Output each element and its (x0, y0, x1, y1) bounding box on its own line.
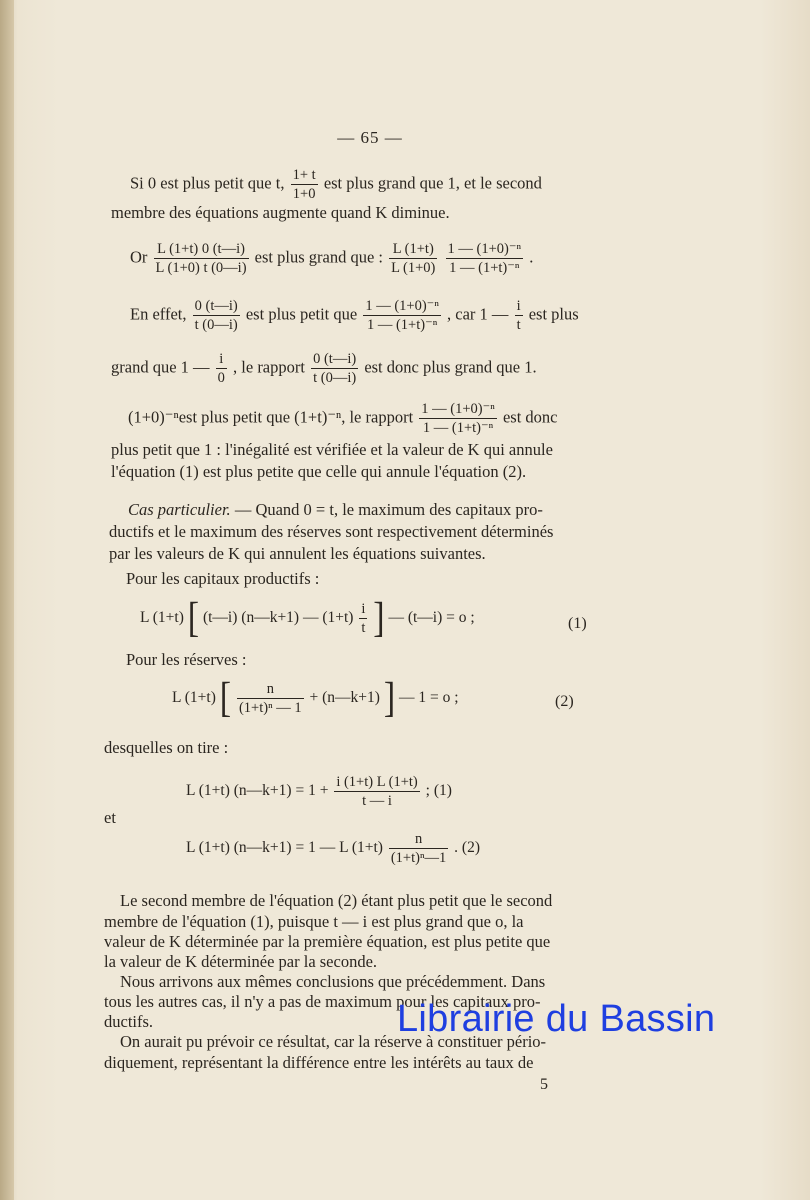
text-span: grand que 1 — (111, 357, 210, 377)
text-span: L (1+t) (n—k+1) = 1 + (186, 782, 329, 800)
fraction-denominator: 1 — (1+t)⁻ⁿ (422, 420, 494, 436)
paragraph-6-line-1 (128, 500, 543, 520)
fraction-denominator: 1+0 (292, 186, 316, 202)
fraction-denominator: L (1+0) t (0—i) (155, 260, 247, 276)
fraction-numerator: n (237, 680, 304, 699)
fraction (291, 166, 318, 203)
paragraph-10-line-3: valeur de K déterminée par la première équation, est plus petite que (104, 932, 551, 951)
text-span: est plus grand que : (254, 247, 383, 267)
watermark: Librairie du Bassin (397, 998, 716, 1040)
equation-3 (186, 773, 452, 810)
paragraph-9: desquelles on tire : (104, 738, 229, 757)
text-span: , car 1 — (447, 304, 509, 324)
page-number-top: — 65 — (337, 128, 403, 147)
paragraph-1-line-2: membre des équations augmente quand K diminue. (111, 203, 450, 222)
equation-1-label: (1) (568, 615, 587, 632)
paragraph-10-line-2: membre de l'équation (1), puisque t — i est plus grand que o, la (104, 912, 524, 931)
page-number-bottom: 5 (540, 1076, 548, 1093)
text-span: L (1+t) (172, 689, 216, 707)
text-span: est donc plus grand que 1. (364, 357, 537, 377)
fraction (311, 350, 358, 387)
fraction-denominator: t (361, 620, 366, 636)
fraction (334, 773, 419, 810)
fraction-numerator: i (1+t) L (1+t) (336, 774, 418, 790)
paragraph-11-line-2: tous les autres cas, il n'y a pas de maximum pour les capitaux pro- (104, 992, 541, 1011)
text-span: est plus grand que 1, et le second (323, 173, 542, 193)
left-bracket: [ (219, 674, 232, 721)
right-bracket: ] (383, 674, 396, 721)
fraction-denominator: 0 (217, 370, 225, 386)
paragraph-4-line-1 (111, 350, 537, 387)
fraction-denominator: L (1+0) (391, 260, 436, 276)
fraction-numerator: L (1+t) 0 (t—i) (154, 240, 249, 259)
fraction (446, 240, 524, 277)
fraction (515, 297, 523, 334)
text-span: ; (1) (425, 782, 452, 800)
fraction-numerator: n (389, 830, 448, 849)
paragraph-12-line-1: On aurait pu prévoir ce résultat, car la réserve à constituer pério- (120, 1032, 547, 1051)
paragraph-3-line-1 (130, 297, 579, 334)
paragraph-11-line-3: ductifs. (104, 1012, 154, 1031)
text-span: — (t—i) = o ; (388, 609, 475, 627)
fraction (193, 297, 240, 334)
paragraph-5-line-2: plus petit que 1 : l'inégalité est vérifiée et la valeur de K qui annule (111, 440, 553, 459)
text-span: Si 0 est plus petit que t, (130, 173, 285, 193)
text-span: Or (130, 247, 148, 267)
text-span: L (1+t) (n—k+1) = 1 — L (1+t) (186, 839, 383, 857)
fraction (154, 240, 249, 277)
fraction (419, 400, 497, 437)
equation-1 (140, 594, 475, 641)
fraction-numerator: i (216, 350, 227, 369)
fraction-denominator: t (0—i) (313, 370, 357, 386)
paragraph-6-line-3: par les valeurs de K qui annulent les équations suivantes. (109, 544, 486, 563)
fraction-numerator: 0 (t—i) (194, 298, 238, 314)
paragraph-12-line-2: diquement, représentant la différence entre les intérêts au taux de (104, 1053, 534, 1072)
fraction-numerator: 1 — (1+0)⁻ⁿ (447, 241, 522, 257)
text-span: est plus petit que (245, 304, 358, 324)
paragraph-7: Pour les capitaux productifs : (126, 569, 320, 588)
paragraph-5-line-3: l'équation (1) est plus petite que celle qui annule l'équation (2). (111, 462, 527, 481)
fraction (389, 240, 437, 277)
fraction-denominator: (1+t)ⁿ — 1 (238, 700, 302, 716)
text-span: . (2) (454, 839, 480, 857)
fraction-numerator: 0 (t—i) (313, 351, 357, 367)
fraction-numerator: 1+ t (292, 167, 316, 183)
equation-2 (172, 674, 459, 721)
paragraph-10-line-1: Le second membre de l'équation (2) étant plus petit que le second (120, 891, 553, 910)
italic-heading: Cas particulier. (128, 500, 231, 519)
text-span: , le rapport (233, 357, 305, 377)
text-span: (t—i) (n—k+1) — (1+t) (202, 609, 354, 627)
paragraph-5-line-1 (128, 400, 558, 437)
text-span: L (1+t) (140, 609, 184, 627)
paragraph-11-line-1: Nous arrivons aux mêmes conclusions que précédemment. Dans (120, 972, 546, 991)
fraction-numerator: L (1+t) (389, 240, 437, 259)
paragraph-6-line-2: ductifs et le maximum des réserves sont respectivement déterminés (109, 522, 554, 541)
et-word: et (104, 808, 116, 827)
fraction (237, 680, 304, 717)
paragraph-10-line-4: la valeur de K déterminée par la seconde. (104, 952, 378, 971)
fraction-numerator: i (516, 298, 521, 314)
book-spine-shadow (0, 0, 14, 1200)
fraction-denominator: t (0—i) (194, 317, 238, 333)
fraction-denominator: 1 — (1+t)⁻ⁿ (366, 317, 438, 333)
fraction (363, 297, 441, 334)
text-span: — 1 = o ; (399, 689, 459, 707)
text-span: — Quand 0 = t, le maximum des capitaux pro- (234, 500, 543, 519)
text-span: En effet, (130, 304, 187, 324)
text-span: . (529, 247, 534, 267)
fraction-denominator: (1+t)ⁿ—1 (390, 850, 447, 866)
fraction-denominator: 1 — (1+t)⁻ⁿ (449, 260, 520, 276)
fraction (216, 350, 227, 387)
equation-4 (186, 830, 480, 867)
text-span: (1+0)⁻ⁿest plus petit que (1+t)⁻ⁿ, le rapport (128, 407, 414, 427)
left-bracket: [ (187, 594, 200, 641)
paragraph-2-line-1 (130, 240, 533, 277)
fraction-numerator: 1 — (1+0)⁻ⁿ (421, 401, 495, 417)
fraction-numerator: i (361, 601, 366, 617)
fraction (389, 830, 448, 867)
fraction-denominator: t — i (362, 793, 392, 809)
right-bracket: ] (373, 594, 385, 641)
fraction (359, 600, 367, 637)
equation-2-label: (2) (555, 693, 574, 710)
fraction-numerator: 1 — (1+0)⁻ⁿ (365, 298, 439, 314)
text-span: est plus (528, 304, 579, 324)
fraction-denominator: t (516, 317, 521, 333)
paragraph-8: Pour les réserves : (126, 650, 247, 669)
text-span: + (n—k+1) (309, 689, 380, 707)
paragraph-1-line-1 (130, 166, 542, 203)
text-span: est donc (502, 407, 558, 427)
